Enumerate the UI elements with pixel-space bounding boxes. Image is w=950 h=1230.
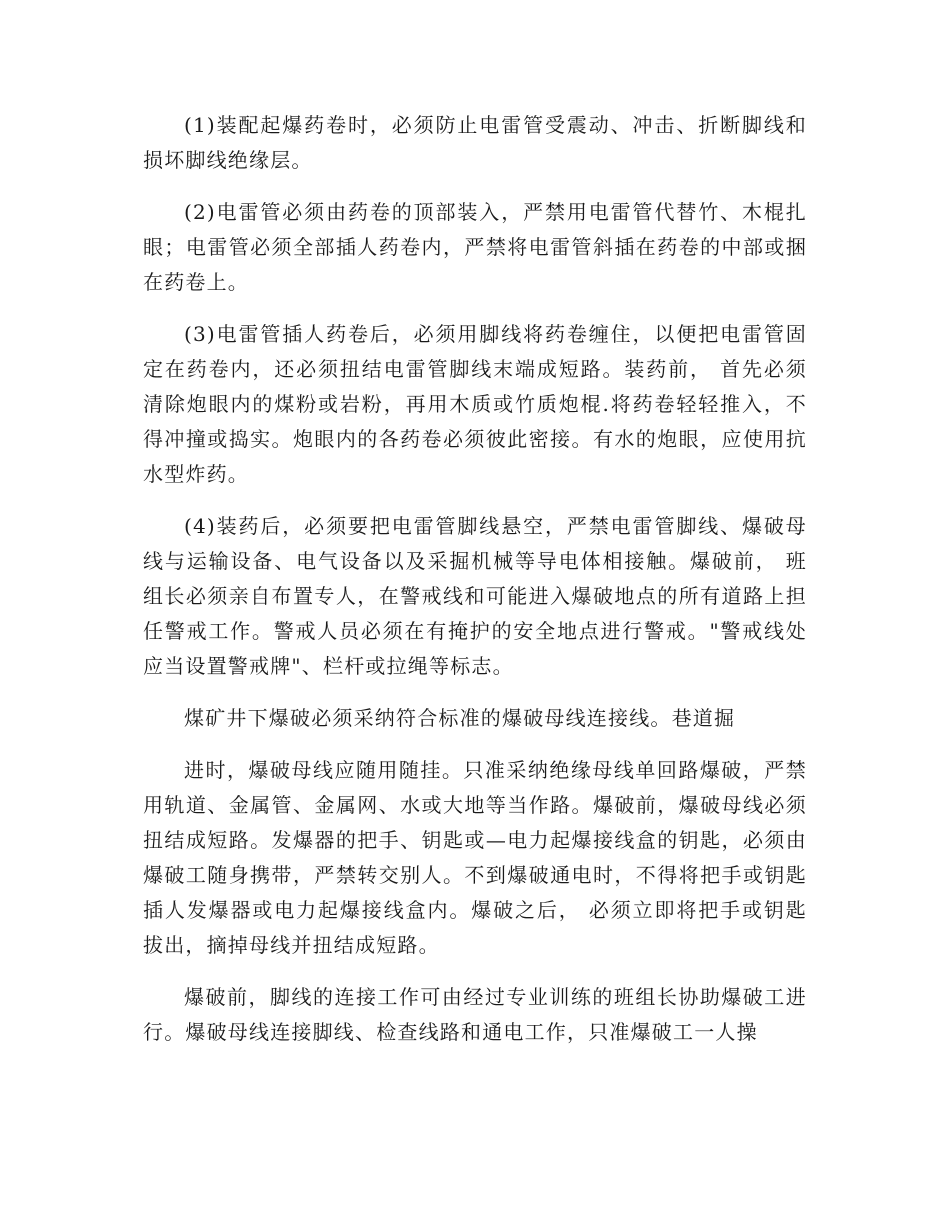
paragraph-6: 进时，爆破母线应随用随挂。只准采纳绝缘母线单回路爆破，严禁用轨道、金属管、金属网、水或大地等当作路。爆破前，爆破母线必须扭结成短路。发爆器的把手、钥匙或—电力起爆接线盒的钥匙，必须由爆破工随身携带，严禁转交别人。不到爆破通电时，不得将把手或钥匙插人发爆器或电力起爆接线盒内。爆破之后， 必须立即将把手或钥匙拔出，摘掉母线并扭结成短路。 — [143, 758, 807, 957]
paragraph-1: (1)装配起爆药卷时，必须防止电雷管受震动、冲击、折断脚线和损坏脚线绝缘层。 — [143, 113, 807, 172]
paragraph-4: (4)装药后，必须要把电雷管脚线悬空，严禁电雷管脚线、爆破母线与运输设备、电气设备以及采掘机械等导电体相接触。爆破前， 班组长必须亲自布置专人，在警戒线和可能进入爆破地点的所有道路上担任警戒工作。警戒人员必须在有掩护的安全地点进行警戒。"警戒线处应当设置警戒牌"、栏杆或拉绳等标志。 — [143, 514, 807, 678]
paragraph-2: (2)电雷管必须由药卷的顶部装入，严禁用电雷管代替竹、木棍扎眼；电雷管必须全部插人药卷内，严禁将电雷管斜插在药卷的中部或捆在药卷上。 — [143, 200, 807, 294]
paragraph-7: 爆破前，脚线的连接工作可由经过专业训练的班组长协助爆破工进行。爆破母线连接脚线、检查线路和通电工作，只准爆破工一人操 — [143, 985, 807, 1044]
document-body — [143, 108, 807, 1067]
paragraph-3: (3)电雷管插人药卷后，必须用脚线将药卷缠住，以便把电雷管固定在药卷内，还必须扭结电雷管脚线末端成短路。装药前， 首先必须清除炮眼内的煤粉或岩粉，再用木质或竹质炮棍.将药卷轻轻推入，不得冲撞或捣实。炮眼内的各药卷必须彼此密接。有水的炮眼，应使用抗水型炸药。 — [143, 322, 807, 486]
paragraph-5: 煤矿井下爆破必须采纳符合标准的爆破母线连接线。巷道掘 — [184, 706, 736, 730]
